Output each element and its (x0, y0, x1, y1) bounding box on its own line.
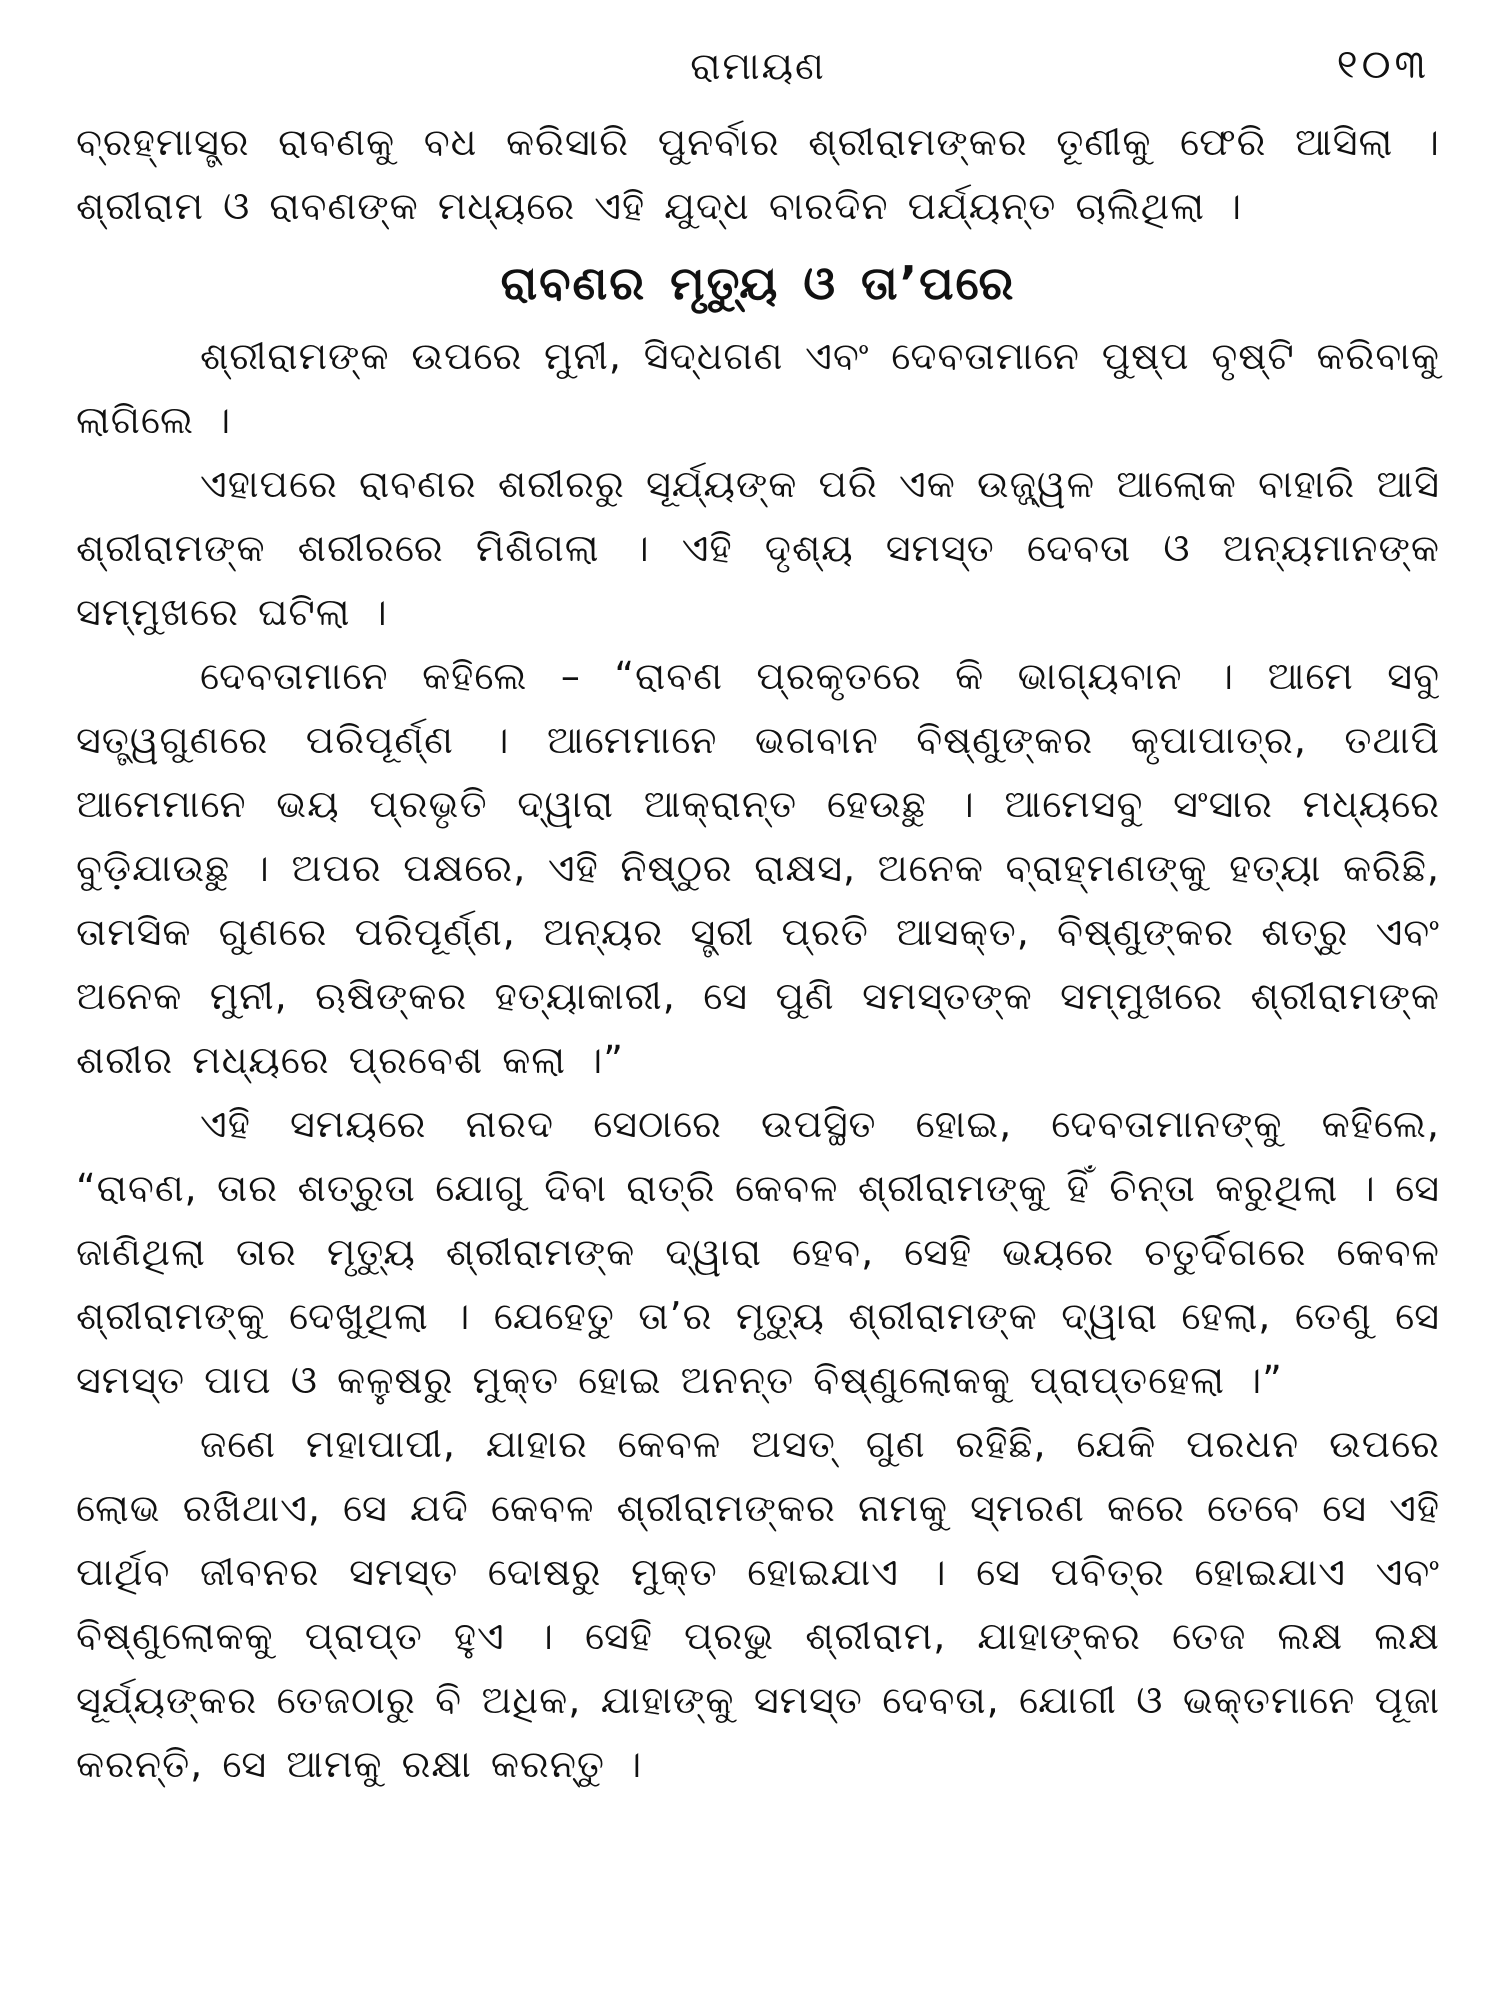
paragraph: ଜଣେ ମହାପାପୀ, ଯାହାର କେବଳ ଅସତ୍ ଗୁଣ ରହିଛି, ଯେକି ପରଧନ ଉପରେ ଲୋଭ ରଖିଥାଏ, ସେ ଯଦି କେବଳ ଶ୍ରୀରାମଙ୍କର ନାମକୁ ସ୍ମରଣ କରେ ତେବେ ସେ ଏହି ପାର୍ଥିବ ଜୀବନର ସମସ୍ତ ଦୋଷରୁ ମୁକ୍ତ ହୋଇଯାଏ । ସେ ପବିତ୍ର ହୋଇଯାଏ ଏବଂ ବିଷ୍ଣୁଲୋକକୁ ପ୍ରାପ୍ତ ହୁଏ । ସେହି ପ୍ରଭୁ ଶ୍ରୀରାମ, ଯାହାଙ୍କର ତେଜ ଲକ୍ଷ ଲକ୍ଷ ସୂର୍ଯ୍ୟଙ୍କର ତେଜଠାରୁ ବି ଅଧିକ, ଯାହାଙ୍କୁ ସମସ୍ତ ଦେବତା, ଯୋଗୀ ଓ ଭକ୍ତମାନେ ପୂଜା କରନ୍ତି, ସେ ଆମକୁ ରକ୍ଷା କରନ୍ତୁ । (76, 1422, 1440, 1786)
paragraph: ଏହି ସମୟରେ ନାରଦ ସେଠାରେ ଉପସ୍ଥିତ ହୋଇ, ଦେବତାମାନଙ୍କୁ କହିଲେ, “ରାବଣ, ତାର ଶତ୍ରୁତା ଯୋଗୁ ଦିବା ରାତ୍ରି କେବଳ ଶ୍ରୀରାମଙ୍କୁ ହିଁ ଚିନ୍ତା କରୁଥିଲା । ସେ ଜାଣିଥିଲା ତାର ମୃତ୍ୟୁ ଶ୍ରୀରାମଙ୍କ ଦ୍ୱାରା ହେବ, ସେହି ଭୟରେ ଚତୁର୍ଦିଗରେ କେବଳ ଶ୍ରୀରାମଙ୍କୁ ଦେଖୁଥିଲା । ଯେହେତୁ ତା’ର ମୃତ୍ୟୁ ଶ୍ରୀରାମଙ୍କ ଦ୍ୱାରା ହେଲା, ତେଣୁ ସେ ସମସ୍ତ ପାପ ଓ କଳୁଷରୁ ମୁକ୍ତ ହୋଇ ଅନନ୍ତ ବିଷ୍ଣୁଲୋକକୁ ପ୍ରାପ୍ତହେଲା ।” (76, 1102, 1440, 1402)
running-header (76, 40, 1440, 110)
page-number: ୧୦୩ (1336, 42, 1430, 88)
section-heading: ରାବଣର ମୃତ୍ୟୁ ଓ ତା’ପରେ (500, 256, 1016, 310)
paragraph: ଦେବତାମାନେ କହିଲେ – “ରାବଣ ପ୍ରକୃତରେ କି ଭାଗ୍ୟବାନ । ଆମେ ସବୁ ସତ୍ତ୍ୱଗୁଣରେ ପରିପୂର୍ଣ୍ଣ । ଆମେମାନେ ଭଗବାନ ବିଷ୍ଣୁଙ୍କର କୃପାପାତ୍ର, ତଥାପି ଆମେମାନେ ଭୟ ପ୍ରଭୃତି ଦ୍ୱାରା ଆକ୍ରାନ୍ତ ହେଉଛୁ । ଆମେସବୁ ସଂସାର ମଧ୍ୟରେ ବୁଡ଼ିଯାଉଛୁ । ଅପର ପକ୍ଷରେ, ଏହି ନିଷ୍ଠୁର ରାକ୍ଷସ, ଅନେକ ବ୍ରାହ୍ମଣଙ୍କୁ ହତ୍ୟା କରିଛି, ତାମସିକ ଗୁଣରେ ପରିପୂର୍ଣ୍ଣ, ଅନ୍ୟର ସ୍ତ୍ରୀ ପ୍ରତି ଆସକ୍ତ, ବିଷ୍ଣୁଙ୍କର ଶତ୍ରୁ ଏବଂ ଅନେକ ମୁନୀ, ଋଷିଙ୍କର ହତ୍ୟାକାରୀ, ସେ ପୁଣି ସମସ୍ତଙ୍କ ସମ୍ମୁଖରେ ଶ୍ରୀରାମଙ୍କ ଶରୀର ମଧ୍ୟରେ ପ୍ରବେଶ କଲା ।” (76, 654, 1440, 1082)
paragraph: ବ୍ରହ୍ମାସ୍ତ୍ର ରାବଣକୁ ବଧ କରିସାରି ପୁନର୍ବାର ଶ୍ରୀରାମଙ୍କର ତୂଣୀକୁ ଫେରି ଆସିଲା । ଶ୍ରୀରାମ ଓ ରାବଣଙ୍କ ମଧ୍ୟରେ ଏହି ଯୁଦ୍ଧ ବାରଦିନ ପର୍ଯ୍ୟନ୍ତ ଚାଲିଥିଲା । (76, 120, 1440, 228)
running-title: ରାମାୟଣ (690, 44, 826, 88)
paragraph: ଏହାପରେ ରାବଣର ଶରୀରରୁ ସୂର୍ଯ୍ୟଙ୍କ ପରି ଏକ ଉଜ୍ଜ୍ୱଳ ଆଲୋକ ବାହାରି ଆସି ଶ୍ରୀରାମଙ୍କ ଶରୀରରେ ମିଶିଗଲା । ଏହି ଦୃଶ୍ୟ ସମସ୍ତ ଦେବତା ଓ ଅନ୍ୟମାନଙ୍କ ସମ୍ମୁଖରେ ଘଟିଲା । (76, 462, 1440, 634)
body-text (76, 110, 1440, 1796)
paragraph: ଶ୍ରୀରାମଙ୍କ ଉପରେ ମୁନୀ, ସିଦ୍ଧଗଣ ଏବଂ ଦେବତାମାନେ ପୁଷ୍ପ ବୃଷ୍ଟି କରିବାକୁ ଲାଗିଲେ । (76, 334, 1440, 442)
